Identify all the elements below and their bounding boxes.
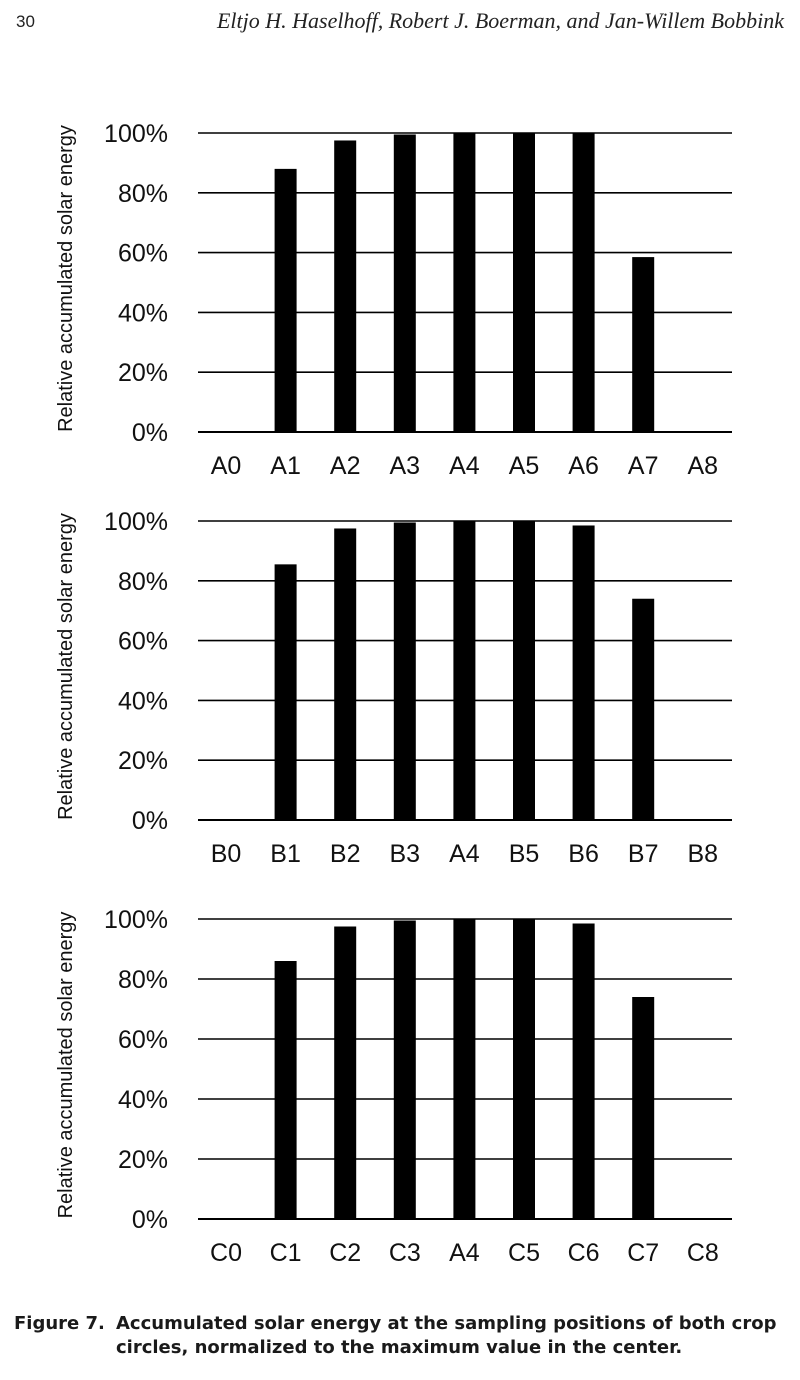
bar-b2 <box>334 528 356 820</box>
y-axis-label: Relative accumulated solar energy <box>55 513 77 820</box>
bar-c6 <box>573 924 595 1220</box>
caption-text-line-2: circles, normalized to the maximum value in the center. <box>116 1337 683 1358</box>
caption-label: Figure 7. <box>14 1313 105 1334</box>
x-tick-label: B8 <box>687 840 719 868</box>
bar-a3 <box>394 134 416 432</box>
x-tick-label: A7 <box>627 452 659 480</box>
y-tick-label: 20% <box>117 359 168 388</box>
x-tick-label: C6 <box>567 1239 600 1267</box>
bar-a6 <box>573 133 595 432</box>
running-head: Eltjo H. Haselhoff, Robert J. Boerman, and Jan-Willem Bobbink <box>216 8 784 33</box>
bar-a4 <box>453 133 475 432</box>
bar-a7 <box>632 257 654 432</box>
x-tick-label: C2 <box>329 1239 362 1267</box>
x-tick-label: C3 <box>388 1239 421 1267</box>
page-number: 30 <box>16 12 35 31</box>
y-tick-label: 20% <box>117 1146 168 1174</box>
bar-a5 <box>513 133 535 432</box>
y-axis-label: Relative accumulated solar energy <box>55 911 77 1219</box>
bar-b7 <box>632 599 654 820</box>
bar-b5 <box>513 521 535 820</box>
x-tick-label: A2 <box>329 452 361 480</box>
x-tick-label: A4 <box>449 1239 480 1267</box>
bar-b6 <box>573 525 595 820</box>
x-tick-label: B5 <box>508 840 540 868</box>
y-tick-label: 80% <box>117 567 168 596</box>
y-tick-label: 60% <box>117 239 168 268</box>
chart-panel-2 <box>55 508 732 868</box>
bar-c7 <box>632 997 654 1219</box>
y-tick-label: 0% <box>131 419 168 447</box>
bar-a4 <box>453 521 475 820</box>
y-tick-label: 40% <box>117 687 168 716</box>
x-tick-label: C8 <box>686 1239 719 1267</box>
y-tick-label: 40% <box>117 299 168 328</box>
x-tick-label: B3 <box>389 840 421 868</box>
x-tick-label: C0 <box>210 1239 242 1267</box>
y-tick-label: 0% <box>131 807 168 835</box>
x-tick-label: B6 <box>568 840 599 868</box>
x-tick-label: B0 <box>210 840 242 868</box>
bar-a4 <box>453 919 475 1219</box>
x-tick-label: A1 <box>270 452 301 480</box>
caption-text-line-1: Accumulated solar energy at the sampling positions of both crop <box>116 1313 777 1334</box>
y-tick-label: 60% <box>117 1026 168 1054</box>
x-tick-label: A4 <box>449 840 480 868</box>
x-tick-label: C7 <box>627 1239 660 1267</box>
x-tick-label: B7 <box>627 840 659 868</box>
bar-a2 <box>334 140 356 432</box>
y-tick-label: 80% <box>117 966 168 994</box>
x-tick-label: A0 <box>210 452 242 480</box>
bar-c2 <box>334 927 356 1220</box>
y-tick-label: 60% <box>117 627 168 656</box>
bar-b1 <box>275 564 297 820</box>
x-tick-label: C5 <box>508 1239 540 1267</box>
bar-c5 <box>513 919 535 1219</box>
bar-c3 <box>394 921 416 1220</box>
y-tick-label: 20% <box>117 747 168 776</box>
y-tick-label: 100% <box>104 508 168 536</box>
y-tick-label: 100% <box>104 906 168 934</box>
x-tick-label: A4 <box>449 452 480 480</box>
y-tick-label: 40% <box>117 1086 168 1114</box>
x-tick-label: A3 <box>389 452 421 480</box>
y-tick-label: 80% <box>117 179 168 208</box>
x-tick-label: B2 <box>329 840 361 868</box>
x-tick-label: C1 <box>269 1239 302 1267</box>
y-axis-label: Relative accumulated solar energy <box>55 125 77 432</box>
x-tick-label: A5 <box>508 452 540 480</box>
x-tick-label: B1 <box>270 840 301 868</box>
chart-panel-1 <box>55 120 732 480</box>
bar-a1 <box>275 169 297 432</box>
figure-caption <box>14 1312 786 1360</box>
y-tick-label: 0% <box>131 1206 168 1234</box>
bar-c1 <box>275 961 297 1219</box>
bar-b3 <box>394 522 416 820</box>
x-tick-label: A8 <box>687 452 719 480</box>
y-tick-label: 100% <box>104 120 168 148</box>
x-tick-label: A6 <box>568 452 599 480</box>
chart-panel-3 <box>55 906 732 1267</box>
